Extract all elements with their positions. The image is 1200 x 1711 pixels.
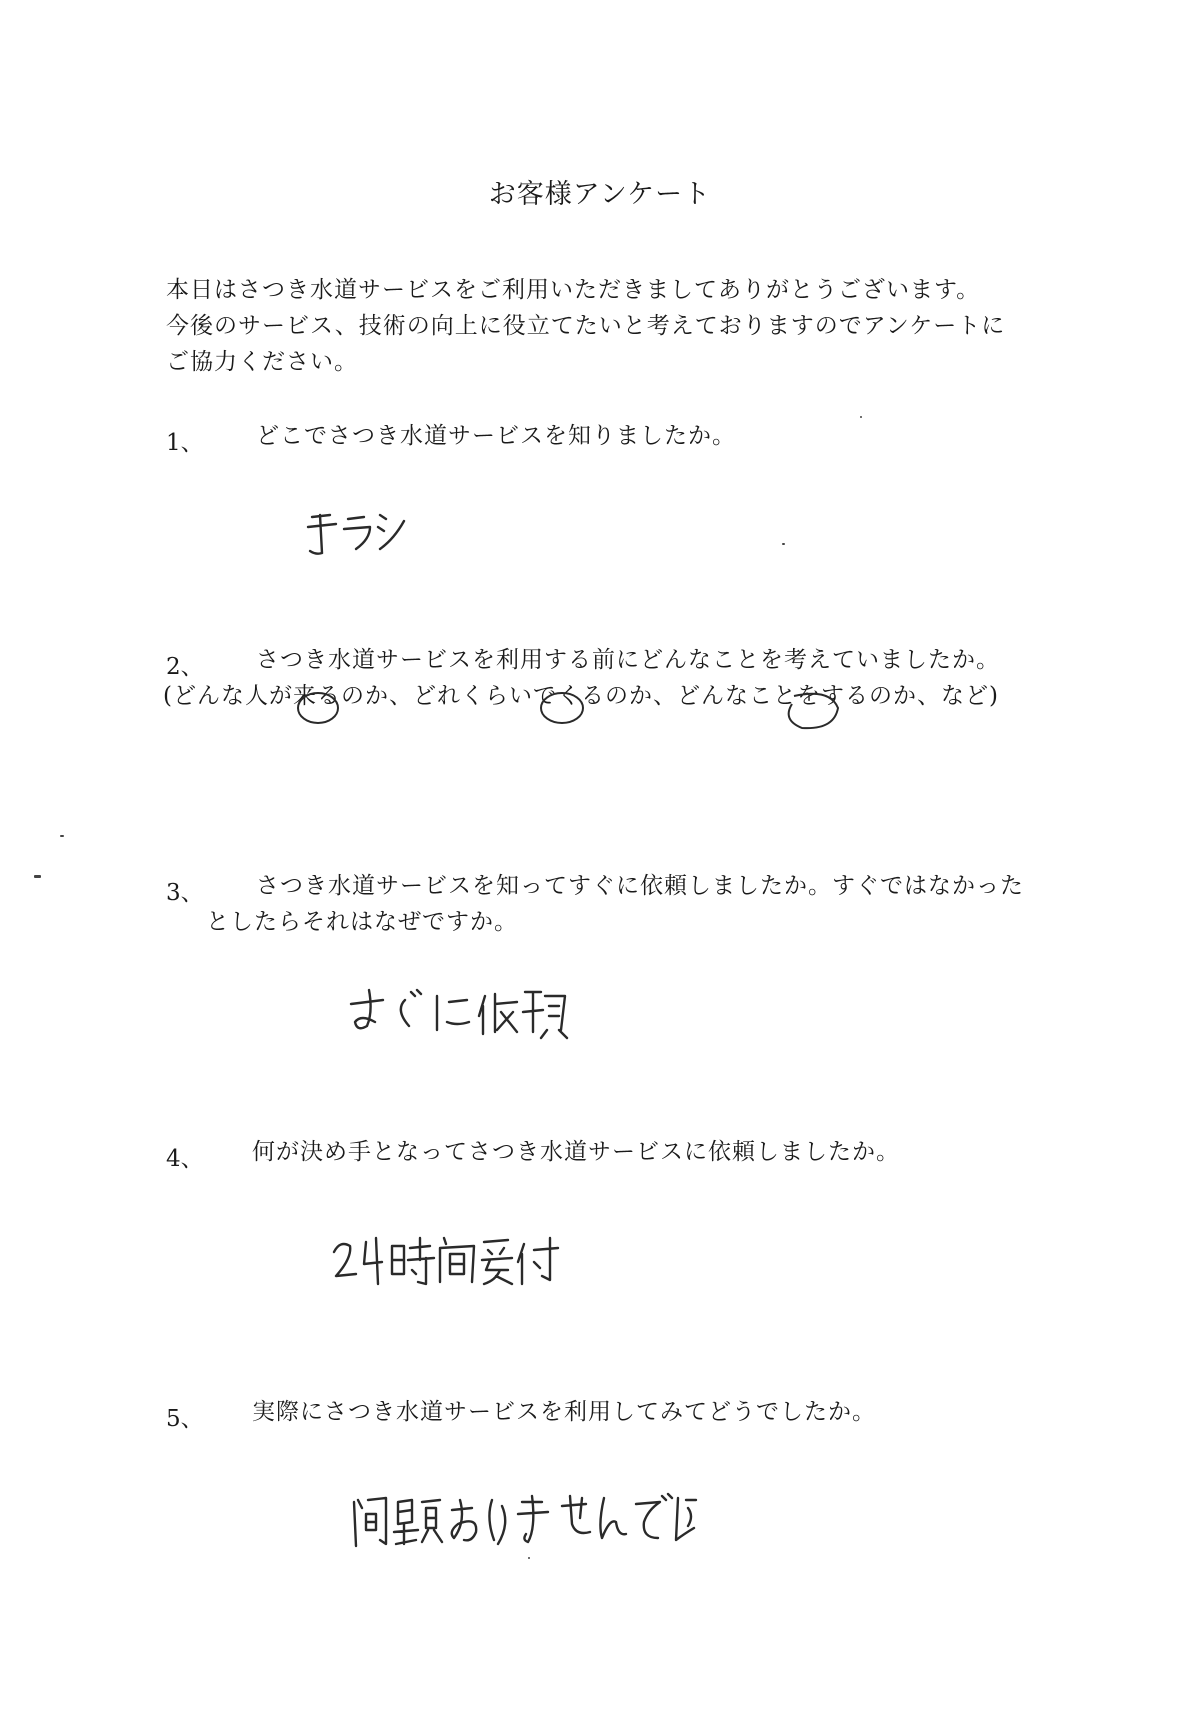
question-number: 5、 bbox=[166, 1406, 204, 1432]
page-title: お客様アンケート bbox=[488, 179, 712, 210]
question-text: 実際にさつき水道サービスを利用してみてどうでしたか。 bbox=[252, 1399, 876, 1425]
question-text: 何が決め手となってさつき水道サービスに依頼しましたか。 bbox=[252, 1139, 900, 1165]
question-number: 4、 bbox=[166, 1146, 204, 1172]
handwritten-answer bbox=[300, 505, 410, 565]
scan-speck bbox=[60, 835, 64, 837]
scan-speck bbox=[528, 1557, 530, 1559]
question-text: さつき水道サービスを知ってすぐに依頼しましたか。すぐではなかった bbox=[256, 873, 1024, 899]
handwritten-answer bbox=[328, 1230, 568, 1294]
handwritten-answer bbox=[345, 982, 575, 1046]
intro-line: ご協力ください。 bbox=[166, 349, 358, 375]
intro-line: 今後のサービス、技術の向上に役立てたいと考えておりますのでアンケートに bbox=[166, 313, 1006, 339]
handwritten-answer bbox=[348, 1488, 698, 1558]
scan-speck bbox=[860, 416, 862, 418]
question-number: 2、 bbox=[166, 654, 204, 680]
question-note: (どんな人が来るのか、どれくらいでくるのか、どんなことをするのか、など) bbox=[163, 683, 999, 709]
question-text: としたらそれはなぜですか。 bbox=[206, 909, 518, 935]
scan-speck bbox=[782, 543, 785, 545]
question-text: さつき水道サービスを利用する前にどんなことを考えていましたか。 bbox=[256, 647, 1000, 673]
handwritten-circle-marks bbox=[290, 680, 850, 736]
question-number: 1、 bbox=[166, 430, 204, 456]
intro-line: 本日はさつき水道サービスをご利用いただきましてありがとうございます。 bbox=[166, 277, 981, 303]
scan-speck bbox=[34, 875, 41, 878]
question-number: 3、 bbox=[166, 880, 204, 906]
question-text: どこでさつき水道サービスを知りましたか。 bbox=[256, 423, 736, 449]
intro-paragraph bbox=[166, 272, 1005, 380]
